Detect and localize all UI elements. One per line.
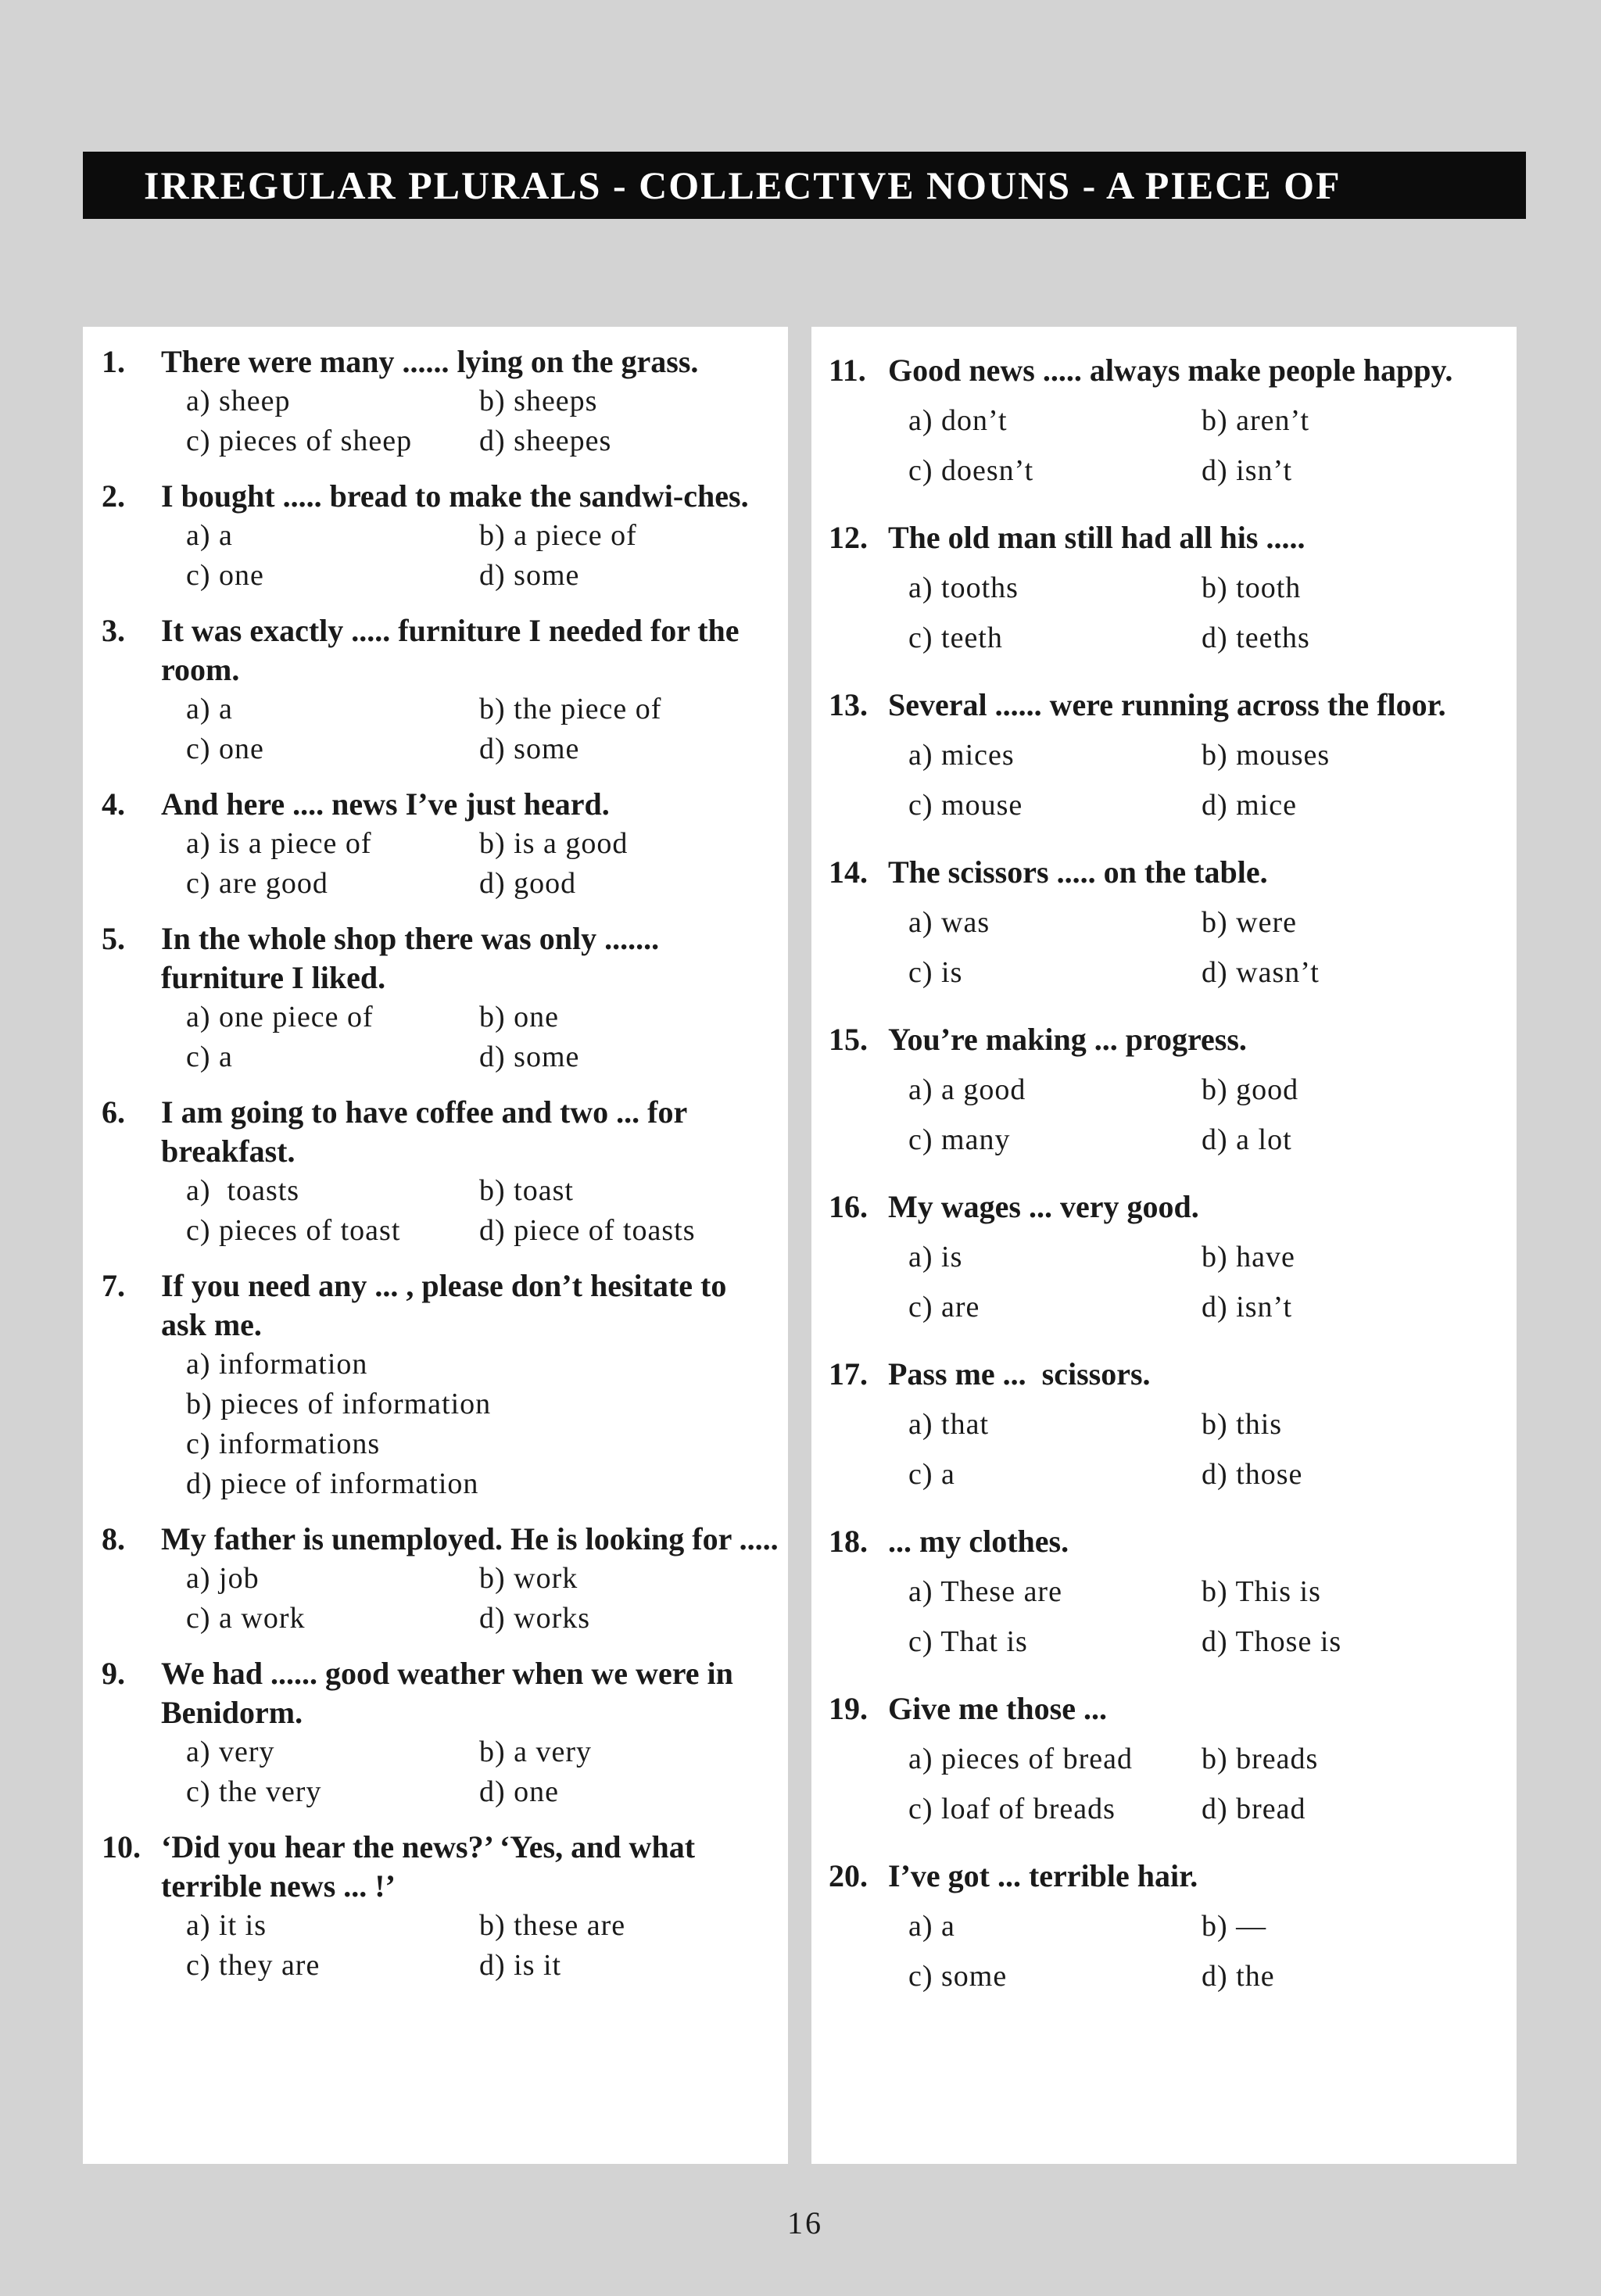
question-number: 15. [829, 1022, 868, 1057]
question-text: If you need any ... , please don’t hesitate to ask me. [161, 1268, 727, 1342]
option-a[interactable]: a) a [186, 693, 233, 725]
option-a[interactable]: a) These are [908, 1575, 1062, 1608]
option-b[interactable]: b) pieces of information [186, 1388, 492, 1420]
option-b[interactable]: b) toast [479, 1174, 574, 1207]
left-column-panel [83, 327, 788, 2164]
question-number: 12. [829, 520, 868, 555]
question-number: 18. [829, 1524, 868, 1559]
option-c[interactable]: c) mouse [908, 789, 1023, 822]
question-text: It was exactly ..... furniture I needed for the room. [161, 613, 740, 687]
question-number: 11. [829, 353, 866, 388]
option-b[interactable]: b) This is [1202, 1575, 1321, 1608]
question-text: Several ...... were running across the floor. [888, 687, 1446, 722]
question-number: 9. [102, 1656, 125, 1691]
option-a[interactable]: a) pieces of bread [908, 1743, 1134, 1775]
option-a[interactable]: a) information [186, 1348, 368, 1381]
question-text: The old man still had all his ..... [888, 520, 1306, 555]
option-c[interactable]: c) doesn’t [908, 454, 1034, 487]
question-text: There were many ...... lying on the grass. [161, 344, 699, 379]
question-number: 1. [102, 344, 125, 379]
question-12 [829, 513, 1507, 663]
question-text: I’ve got ... terrible hair. [888, 1858, 1198, 1893]
question-number: 6. [102, 1094, 125, 1130]
option-d[interactable]: d) some [479, 559, 580, 592]
option-c[interactable]: c) teeth [908, 621, 1003, 654]
question-11 [829, 346, 1507, 496]
option-c[interactable]: c) pieces of sheep [186, 424, 413, 457]
question-16 [829, 1182, 1507, 1332]
question-number: 2. [102, 478, 125, 514]
option-a[interactable]: a) one piece of [186, 1001, 374, 1033]
question-text: Give me those ... [888, 1691, 1107, 1726]
right-column-panel [811, 327, 1517, 2164]
option-b[interactable]: b) have [1202, 1241, 1295, 1273]
question-text: I am going to have coffee and two ... for breakfast. [161, 1094, 687, 1169]
option-a[interactable]: a) very [186, 1735, 275, 1768]
question-text: In the whole shop there was only ....... furniture I liked. [161, 921, 660, 995]
question-text: I bought ..... bread to make the sandwi-ches. [161, 478, 749, 514]
question-number: 16. [829, 1189, 868, 1224]
question-14 [829, 847, 1507, 998]
question-6 [102, 1093, 779, 1251]
option-c[interactable]: c) a [908, 1458, 955, 1491]
option-c[interactable]: c) one [186, 732, 264, 765]
option-b[interactable]: b) a piece of [479, 519, 637, 552]
option-a[interactable]: a) don’t [908, 404, 1008, 437]
option-c[interactable]: c) a [186, 1041, 233, 1073]
question-text: Pass me ... scissors. [888, 1356, 1151, 1392]
option-a[interactable]: a) mices [908, 739, 1015, 772]
option-c[interactable]: c) they are [186, 1949, 321, 1982]
question-number: 10. [102, 1829, 141, 1864]
option-b[interactable]: b) tooth [1202, 571, 1302, 604]
option-d[interactable]: d) isn’t [1202, 1291, 1293, 1324]
question-text: And here .... news I’ve just heard. [161, 786, 610, 822]
question-text: ... my clothes. [888, 1524, 1069, 1559]
question-19 [829, 1684, 1507, 1834]
question-7 [102, 1266, 779, 1504]
question-number: 20. [829, 1858, 868, 1893]
option-d[interactable]: d) good [479, 867, 577, 900]
option-b[interactable]: b) sheeps [479, 385, 598, 417]
option-b[interactable]: b) aren’t [1202, 404, 1310, 437]
question-1 [102, 342, 779, 461]
page-title: IRREGULAR PLURALS - COLLECTIVE NOUNS - A PIECE OF [144, 163, 1341, 207]
question-number: 17. [829, 1356, 868, 1392]
option-b[interactable]: b) breads [1202, 1743, 1319, 1775]
option-d[interactable]: d) piece of toasts [479, 1214, 696, 1247]
option-c[interactable]: c) a work [186, 1602, 306, 1635]
option-b[interactable]: b) a very [479, 1735, 593, 1768]
question-5 [102, 919, 779, 1077]
question-number: 3. [102, 613, 125, 648]
option-c[interactable]: c) That is [908, 1625, 1028, 1658]
question-number: 7. [102, 1268, 125, 1303]
option-a[interactable]: a) a good [908, 1073, 1026, 1106]
option-b[interactable]: b) mouses [1202, 739, 1331, 772]
question-8 [102, 1520, 779, 1639]
option-a[interactable]: a) a [186, 519, 233, 552]
question-text: The scissors ..... on the table. [888, 854, 1268, 890]
question-number: 14. [829, 854, 868, 890]
option-d[interactable]: d) wasn’t [1202, 956, 1320, 989]
option-d[interactable]: d) isn’t [1202, 454, 1293, 487]
option-a[interactable]: a) tooths [908, 571, 1019, 604]
question-text: My wages ... very good. [888, 1189, 1199, 1224]
question-15 [829, 1015, 1507, 1165]
option-b[interactable]: b) one [479, 1001, 560, 1033]
option-d[interactable]: d) piece of information [186, 1467, 479, 1500]
question-number: 19. [829, 1691, 868, 1726]
option-d[interactable]: d) one [479, 1775, 560, 1808]
option-c[interactable]: c) is [908, 956, 963, 989]
option-b[interactable]: b) — [1202, 1910, 1267, 1943]
option-d[interactable]: d) those [1202, 1458, 1303, 1491]
question-text: We had ...... good weather when we were in Benidorm. [161, 1656, 733, 1730]
option-d[interactable]: d) is it [479, 1949, 562, 1982]
option-b[interactable]: b) this [1202, 1408, 1283, 1441]
option-a[interactable]: a) toasts [186, 1174, 300, 1207]
question-number: 5. [102, 921, 125, 956]
option-a[interactable]: a) it is [186, 1909, 267, 1942]
question-number: 13. [829, 687, 868, 722]
option-b[interactable]: b) these are [479, 1909, 626, 1942]
question-4 [102, 785, 779, 904]
option-c[interactable]: c) loaf of breads [908, 1793, 1116, 1825]
question-9 [102, 1654, 779, 1812]
option-d[interactable]: d) sheepes [479, 424, 612, 457]
question-20 [829, 1851, 1507, 2001]
question-number: 4. [102, 786, 125, 822]
option-c[interactable]: c) are good [186, 867, 328, 900]
option-a[interactable]: a) was [908, 906, 990, 939]
question-text: Good news ..... always make people happy. [888, 353, 1453, 388]
option-d[interactable]: d) Those is [1202, 1625, 1342, 1658]
question-10 [102, 1828, 779, 1986]
option-c[interactable]: c) are [908, 1291, 980, 1324]
option-c[interactable]: c) some [908, 1960, 1008, 1993]
question-13 [829, 680, 1507, 830]
option-c[interactable]: c) one [186, 559, 264, 592]
question-text: ‘Did you hear the news?’ ‘Yes, and what terrible news ... !’ [161, 1829, 696, 1904]
question-text: My father is unemployed. He is looking for ..... [161, 1521, 779, 1556]
option-b[interactable]: b) work [479, 1562, 578, 1595]
option-d[interactable]: d) bread [1202, 1793, 1306, 1825]
question-2 [102, 477, 779, 596]
question-3 [102, 611, 779, 769]
option-d[interactable]: d) a lot [1202, 1123, 1292, 1156]
option-a[interactable]: a) a [908, 1910, 955, 1943]
option-d[interactable]: d) some [479, 1041, 580, 1073]
option-a[interactable]: a) job [186, 1562, 260, 1595]
option-a[interactable]: a) is [908, 1241, 963, 1273]
option-b[interactable]: b) is a good [479, 827, 629, 860]
option-c[interactable]: c) the very [186, 1775, 322, 1808]
option-c[interactable]: c) informations [186, 1427, 381, 1460]
option-d[interactable]: d) mice [1202, 789, 1298, 822]
page-number: 16 [787, 2205, 823, 2240]
option-d[interactable]: d) some [479, 732, 580, 765]
option-b[interactable]: b) were [1202, 906, 1297, 939]
option-c[interactable]: c) many [908, 1123, 1011, 1156]
question-17 [829, 1349, 1507, 1499]
option-d[interactable]: d) works [479, 1602, 591, 1635]
option-d[interactable]: d) the [1202, 1960, 1275, 1993]
title-banner [83, 152, 1526, 219]
option-a[interactable]: a) is a piece of [186, 827, 372, 860]
option-c[interactable]: c) pieces of toast [186, 1214, 401, 1247]
question-number: 8. [102, 1521, 125, 1556]
question-text: You’re making ... progress. [888, 1022, 1247, 1057]
option-a[interactable]: a) sheep [186, 385, 291, 417]
option-d[interactable]: d) teeths [1202, 621, 1310, 654]
question-18 [829, 1517, 1507, 1667]
option-b[interactable]: b) good [1202, 1073, 1299, 1106]
option-b[interactable]: b) the piece of [479, 693, 662, 725]
option-a[interactable]: a) that [908, 1408, 990, 1441]
